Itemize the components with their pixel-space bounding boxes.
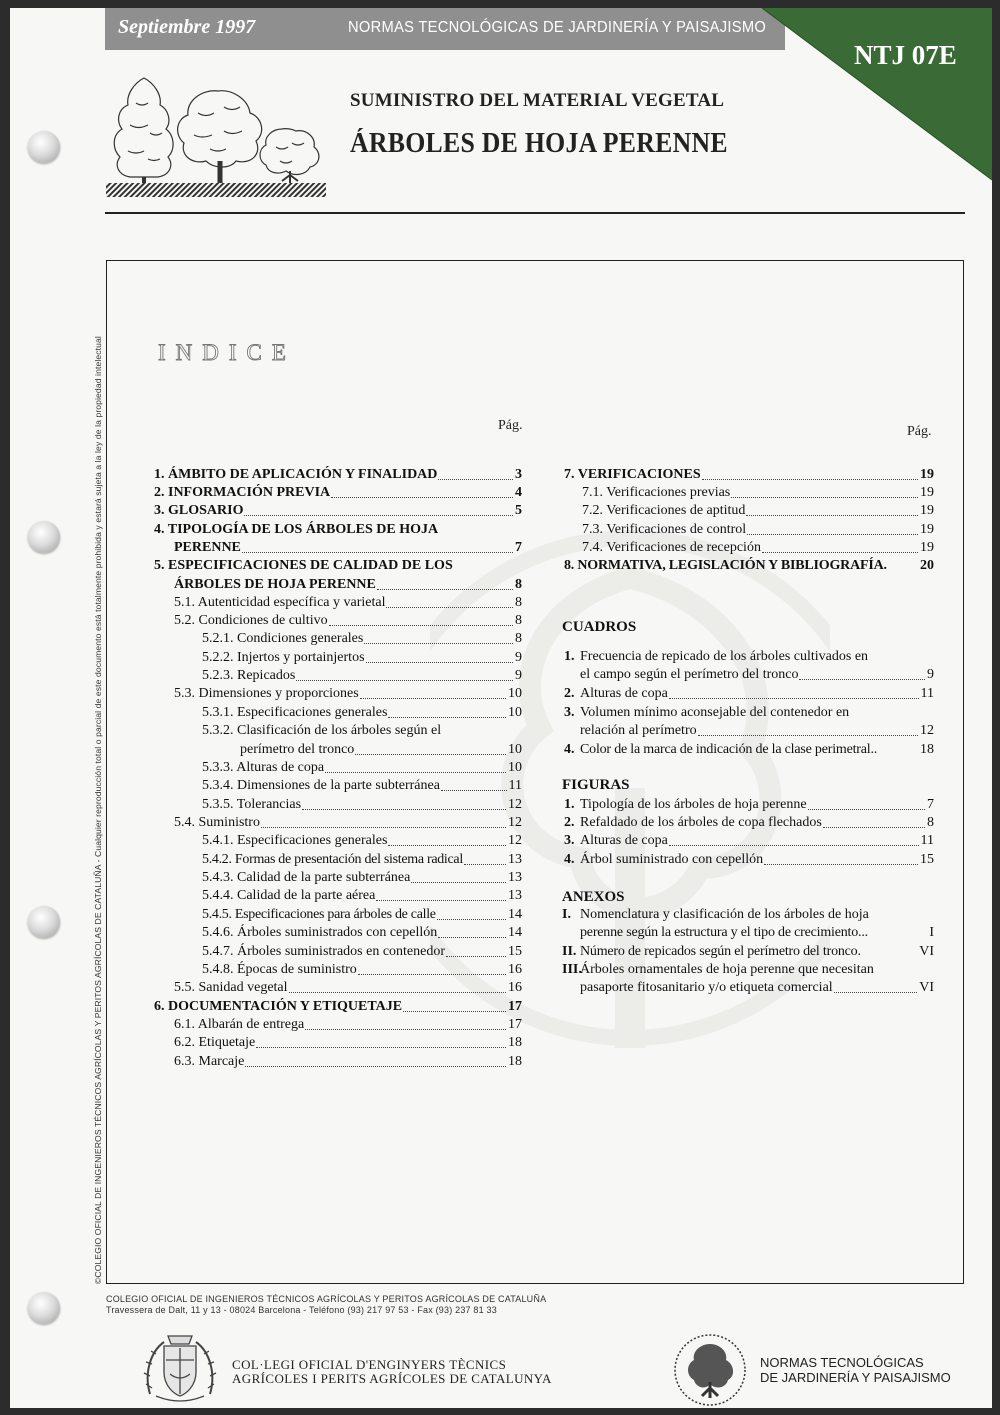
document-page bbox=[10, 8, 992, 1408]
toc-entry: 6. DOCUMENTACIÓN Y ETIQUETAJE 17 bbox=[154, 999, 522, 1014]
toc-entry: 5.2.1. Condiciones generales 8 bbox=[202, 631, 522, 646]
anexo-entry: II. Número de repicados según el perímetro del tronco. VI bbox=[562, 944, 934, 959]
binder-hole bbox=[28, 521, 60, 553]
toc-entry: 5.5. Sanidad vegetal 16 bbox=[174, 980, 522, 995]
toc-entry: 5.3.2. Clasificación de los árboles según el bbox=[202, 723, 442, 738]
copyright-vertical-text: ©COLEGIO OFICIAL DE INGENIEROS TÉCNICOS AGRÍCOLAS Y PERITOS AGRÍCOLAS DE CATALUÑA - Cualquier reproducción total o parcial de este documento está totalmente prohibida y estará sujeta a la ley de la propiedad intelectual bbox=[93, 336, 103, 1284]
document-subtitle: SUMINISTRO DEL MATERIAL VEGETAL bbox=[350, 90, 725, 111]
toc-entry: 7.1. Verificaciones previas 19 bbox=[582, 485, 934, 500]
norm-code: NTJ 07E bbox=[854, 40, 957, 70]
series-title: NORMAS TECNOLÓGICAS DE JARDINERÍA Y PAISAJISMO bbox=[348, 19, 767, 36]
cuadro-entry: relación al perímetro 12 bbox=[580, 723, 934, 738]
trees-illustration-icon bbox=[106, 73, 326, 198]
toc-entry: 5.3.4. Dimensiones de la parte subterránea 11 bbox=[202, 778, 522, 793]
toc-entry: 5.4.6. Árboles suministrados con cepellón 14 bbox=[202, 925, 522, 940]
cuadro-entry: el campo según el perímetro del tronco 9 bbox=[580, 667, 934, 682]
toc-entry: PERENNE 7 bbox=[174, 540, 522, 555]
toc-entry: 5.4.2. Formas de presentación del sistema radical 13 bbox=[202, 852, 522, 867]
toc-entry: 7.3. Verificaciones de control 19 bbox=[582, 522, 934, 537]
normas-label-line2: DE JARDINERÍA Y PAISAJISMO bbox=[760, 1370, 951, 1385]
toc-entry: 7.2. Verificaciones de aptitud 19 bbox=[582, 503, 934, 518]
page-label-right: Pág. bbox=[907, 424, 932, 439]
index-heading: INDICE bbox=[158, 340, 296, 365]
document-title: ÁRBOLES DE HOJA PERENNE bbox=[350, 128, 728, 159]
binder-hole bbox=[28, 906, 60, 938]
toc-entry: 5.4.1. Especificaciones generales 12 bbox=[202, 833, 522, 848]
toc-entry: 5.3.1. Especificaciones generales 10 bbox=[202, 705, 522, 720]
toc-entry: 5.3. Dimensiones y proporciones 10 bbox=[174, 686, 522, 701]
page-label-left: Pág. bbox=[498, 418, 523, 433]
normas-label-line1: NORMAS TECNOLÓGICAS bbox=[760, 1355, 924, 1370]
anexo-entry: pasaporte fitosanitario y/o etiqueta comercial VI bbox=[580, 980, 934, 995]
college-crest-icon bbox=[142, 1330, 218, 1404]
toc-entry: 7.4. Verificaciones de recepción 19 bbox=[582, 540, 934, 555]
toc-entry: 5.2.3. Repicados 9 bbox=[202, 668, 522, 683]
cuadros-heading: CUADROS bbox=[562, 619, 637, 635]
toc-entry: 5.4. Suministro 12 bbox=[174, 815, 522, 830]
normas-tree-emblem-icon bbox=[672, 1332, 748, 1408]
toc-entry: 5.4.7. Árboles suministrados en contenedor 15 bbox=[202, 944, 522, 959]
college-name-line1: COL·LEGI OFICIAL D'ENGINYERS TÈCNICS bbox=[232, 1357, 507, 1372]
anexos-heading: ANEXOS bbox=[562, 889, 625, 905]
binder-hole bbox=[28, 1292, 60, 1324]
toc-entry: 3. GLOSARIO 5 bbox=[154, 503, 522, 518]
figura-entry: 1. Tipología de los árboles de hoja perenne 7 bbox=[564, 797, 934, 812]
toc-entry: 5.1. Autenticidad específica y varietal 8 bbox=[174, 595, 522, 610]
toc-entry: 6.2. Etiquetaje 18 bbox=[174, 1035, 522, 1050]
toc-entry: perímetro del tronco 10 bbox=[240, 742, 522, 757]
toc-entry: 1. ÁMBITO DE APLICACIÓN Y FINALIDAD 3 bbox=[154, 467, 522, 482]
footer-address: Travessera de Dalt, 11 y 13 - 08024 Barcelona - Teléfono (93) 217 97 53 - Fax (93) 237 81 33 bbox=[106, 1305, 497, 1315]
anexo-entry: III. Árboles ornamentales de hoja perenne que necesitan bbox=[562, 962, 874, 977]
cuadro-entry: 2. Alturas de copa 11 bbox=[564, 686, 934, 701]
anexo-entry: perenne según la estructura y el tipo de crecimiento... I bbox=[580, 925, 934, 940]
toc-entry: 5.4.4. Calidad de la parte aérea 13 bbox=[202, 888, 522, 903]
toc-entry: 8. NORMATIVA, LEGISLACIÓN Y BIBLIOGRAFÍA. 20 bbox=[564, 558, 934, 573]
figura-entry: 4. Árbol suministrado con cepellón 15 bbox=[564, 852, 934, 867]
binder-hole bbox=[28, 131, 60, 163]
cuadro-entry: 4. Color de la marca de indicación de la clase perimetral.. 18 bbox=[564, 742, 934, 757]
publication-date: Septiembre 1997 bbox=[118, 16, 256, 38]
toc-entry: 2. INFORMACIÓN PREVIA 4 bbox=[154, 485, 522, 500]
toc-entry: ÁRBOLES DE HOJA PERENNE 8 bbox=[174, 577, 522, 592]
toc-entry: 5.4.3. Calidad de la parte subterránea 13 bbox=[202, 870, 522, 885]
college-name-line2: AGRÍCOLES I PERITS AGRÍCOLES DE CATALUNYA bbox=[232, 1371, 552, 1386]
toc-entry: 7. VERIFICACIONES 19 bbox=[564, 467, 934, 482]
toc-entry: 5.2.2. Injertos y portainjertos 9 bbox=[202, 650, 522, 665]
anexo-entry: I. Nomenclatura y clasificación de los árboles de hoja bbox=[562, 907, 869, 922]
toc-entry: 5. ESPECIFICACIONES DE CALIDAD DE LOS bbox=[154, 558, 453, 573]
toc-entry: 5.4.5. Especificaciones para árboles de calle 14 bbox=[202, 907, 522, 922]
cuadro-entry: 3. Volumen mínimo aconsejable del contenedor en bbox=[564, 705, 850, 720]
toc-entry: 5.3.3. Alturas de copa 10 bbox=[202, 760, 522, 775]
figura-entry: 3. Alturas de copa 11 bbox=[564, 833, 934, 848]
toc-entry: 6.1. Albarán de entrega 17 bbox=[174, 1017, 522, 1032]
cuadro-entry: 1. Frecuencia de repicado de los árboles cultivados en bbox=[564, 649, 869, 664]
toc-entry: 6.3. Marcaje 18 bbox=[174, 1054, 522, 1069]
figuras-heading: FIGURAS bbox=[562, 777, 630, 793]
header-divider bbox=[105, 212, 965, 214]
figura-entry: 2. Refaldado de los árboles de copa flechados 8 bbox=[564, 815, 934, 830]
toc-entry: 5.2. Condiciones de cultivo 8 bbox=[174, 613, 522, 628]
toc-entry: 5.4.8. Épocas de suministro 16 bbox=[202, 962, 522, 977]
toc-entry: 4. TIPOLOGÍA DE LOS ÁRBOLES DE HOJA bbox=[154, 522, 439, 537]
footer-organization: COLEGIO OFICIAL DE INGENIEROS TÉCNICOS AGRÍCOLAS Y PERITOS AGRÍCOLAS DE CATALUÑA bbox=[106, 1294, 547, 1304]
toc-entry: 5.3.5. Tolerancias 12 bbox=[202, 797, 522, 812]
